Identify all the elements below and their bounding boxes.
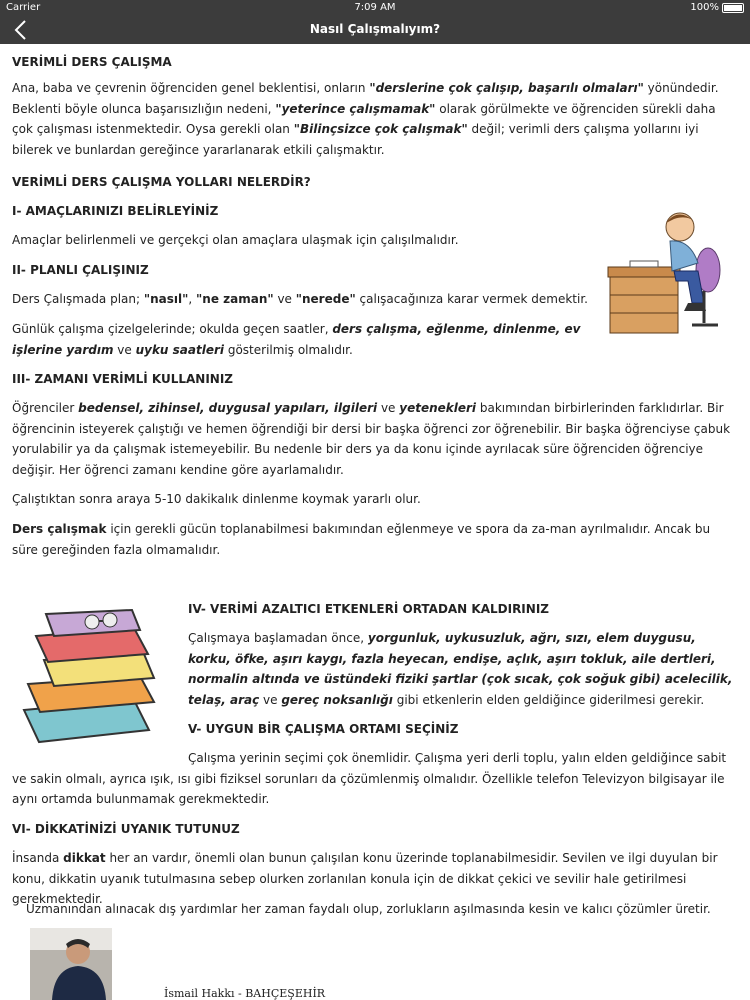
- paragraph-environment: Çalışma yerinin seçimi çok önemlidir. Çalışma yeri derli toplu, yalın elden geldiğince sabit ve sakin olmalı, ayrıca ışık, ısı gibi fiziksel sorunları da çözümlenmiş olmalıdır. Özellikle telefon Televizyon bilgisayar ile aynı ortamda bulunmamak gerekmektedir.: [12, 751, 727, 806]
- text-run: ,: [188, 292, 197, 306]
- heading-environment: V- UYGUN BİR ÇALIŞMA ORTAMI SEÇİNİZ: [188, 722, 459, 736]
- paragraph-break: Çalıştıktan sonra araya 5-10 dakikalık dinlenme koymak yararlı olur.: [12, 492, 421, 506]
- heading-efficient-study: VERİMLİ DERS ÇALIŞMA: [12, 55, 172, 69]
- carrier-label: Carrier: [6, 2, 41, 13]
- text-run: çalışacağınıza karar vermek demektir.: [355, 292, 588, 306]
- paragraph-goals: Amaçlar belirlenmeli ve gerçekçi olan amaçlara ulaşmak için çalışılmalıdır.: [12, 233, 459, 247]
- text-run: ve: [259, 692, 282, 707]
- text-run: ve: [377, 401, 400, 415]
- text-run: bedensel, zihinsel, duygusal yapıları, ilgileri: [78, 401, 378, 415]
- text-run: ve: [113, 342, 136, 357]
- paragraph-differences: [12, 398, 738, 480]
- text-run: Ders Çalışmada plan;: [12, 292, 144, 306]
- text-run: "ne zaman": [196, 292, 274, 306]
- heading-factors: IV- VERİMİ AZALTICI ETKENLERİ ORTADAN KALDIRINIZ: [188, 602, 549, 616]
- text-run: yetenekleri: [399, 401, 477, 415]
- text-run: değil; verimli ders çalışma yollarını iyi bilerek ve bunlardan gereğince yararlanarak etkili çalışmaktır.: [12, 122, 699, 157]
- text-run: bakımından birbirlerinden farklıdırlar. Bir öğrencinin isteyerek çalıştığı ve hemen öğrendiği bir dersi bir başka öğrenci zor öğrenebilir. Bir başka öğrenciyse çabuk yorulabilir ya da çalışmak istemeyebilir. Bu nedenle bir ders ya da konu içinde ayrılacak süre öğrenciden öğrenciye değişir. Her öğrenci zamanı kendine göre ayarlamalıdır.: [12, 401, 731, 477]
- paragraph-intro: [12, 78, 738, 160]
- text-run: her an vardır, önemli olan bunun çalışılan konu üzerinde toplanabilmesidir. Sevilen ve ilgi duyulan bir konu, dikkatin uyanık tutulmasına sebep olurken zorlanılan konula için de dikkat çekici ve sevilir hale getirilmesi gerekmektedir.: [12, 851, 718, 906]
- text-run: "derslerine çok çalışıp, başarılı olmaları": [369, 81, 644, 95]
- paragraph-schedule: [12, 319, 584, 360]
- status-bar: [0, 0, 750, 16]
- text-run: Günlük çalışma çizelgelerinde; okulda geçen saatler,: [12, 322, 333, 336]
- text-run: "yeterince çalışmamak": [275, 101, 436, 116]
- text-run: gereç noksanlığı: [281, 692, 393, 707]
- author-signature: İsmail Hakkı - BAHÇEŞEHİR: [164, 987, 326, 1000]
- battery-icon: [722, 3, 744, 13]
- text-run: yönündedir. Beklenti böyle olunca başarısızlığın nedeni,: [12, 81, 719, 116]
- text-run: "nasıl": [143, 292, 189, 306]
- text-run: Çalışmaya başlamadan önce,: [188, 631, 368, 645]
- heading-time: III- ZAMANI VERİMLİ KULLANINIZ: [12, 372, 234, 386]
- text-run: için gerekli gücün toplanabilmesi bakımından eğlenmeye ve spora da za-man ayrılmalıdır. Ancak bu süre gereğinden fazla olmamalıdır.: [12, 522, 711, 557]
- text-run: olarak görülmekte ve öğrenciden sürekli daha çok çalışması istenmektedir. Oysa gerekli olan: [12, 101, 716, 136]
- paragraph-factors: [188, 628, 738, 710]
- text-run: Ana, baba ve çevrenin öğrenciden genel beklentisi, onların: [12, 81, 370, 95]
- text-run: Öğrenciler: [12, 401, 79, 415]
- paragraph-help: Uzmanından alınacak dış yardımlar her zaman faydalı olup, zorlukların aşılmasında kesin ve kalıcı çözümler üretir.: [26, 902, 711, 916]
- text-run: İnsanda: [12, 851, 64, 865]
- text-run: uyku saatleri: [135, 342, 225, 357]
- author-photo: [30, 928, 112, 1000]
- heading-planned: II- PLANLI ÇALIŞINIZ: [12, 263, 149, 277]
- text-run: dikkat: [63, 851, 106, 865]
- text-run: yorgunluk, uykusuzluk, ağrı, sızı, elem duygusu, korku, öfke, aşırı kaygı, fazla heyecan, endişe, açlık, aşırı tokluk, aile dertleri, normalin altında ve üstündeki fiziki şartlar (çok sıcak, çok soğuk gibi) acelecilik, telaş, araç: [188, 631, 733, 707]
- clock: 7:09 AM: [354, 2, 396, 13]
- books-stack-illustration: [14, 600, 164, 750]
- heading-goals: I- AMAÇLARINIZI BELİRLEYİNİZ: [12, 204, 219, 218]
- student-desk-illustration: [600, 205, 730, 340]
- nav-bar: [0, 16, 750, 44]
- text-run: ve: [273, 292, 296, 306]
- text-run: "nerede": [295, 292, 356, 306]
- battery-percent: 100%: [690, 2, 719, 13]
- text-run: Ders çalışmak: [12, 522, 107, 536]
- heading-methods: VERİMLİ DERS ÇALIŞMA YOLLARI NELERDİR?: [12, 175, 311, 189]
- text-run: gösterilmiş olmalıdır.: [224, 342, 353, 357]
- paragraph-sports: [12, 519, 738, 560]
- heading-attention: VI- DİKKATİNİZİ UYANIK TUTUNUZ: [12, 822, 240, 836]
- text-run: gibi etkenlerin elden geldiğince giderilmesi gerekir.: [392, 692, 705, 707]
- battery-indicator: [690, 2, 744, 13]
- text-run: ders çalışma, eğlenme, dinlenme, ev işlerine yardım: [12, 322, 581, 357]
- page-title: Nasıl Çalışmalıyım?: [309, 22, 441, 36]
- text-run: "Bilinçsizce çok çalışmak": [293, 122, 468, 136]
